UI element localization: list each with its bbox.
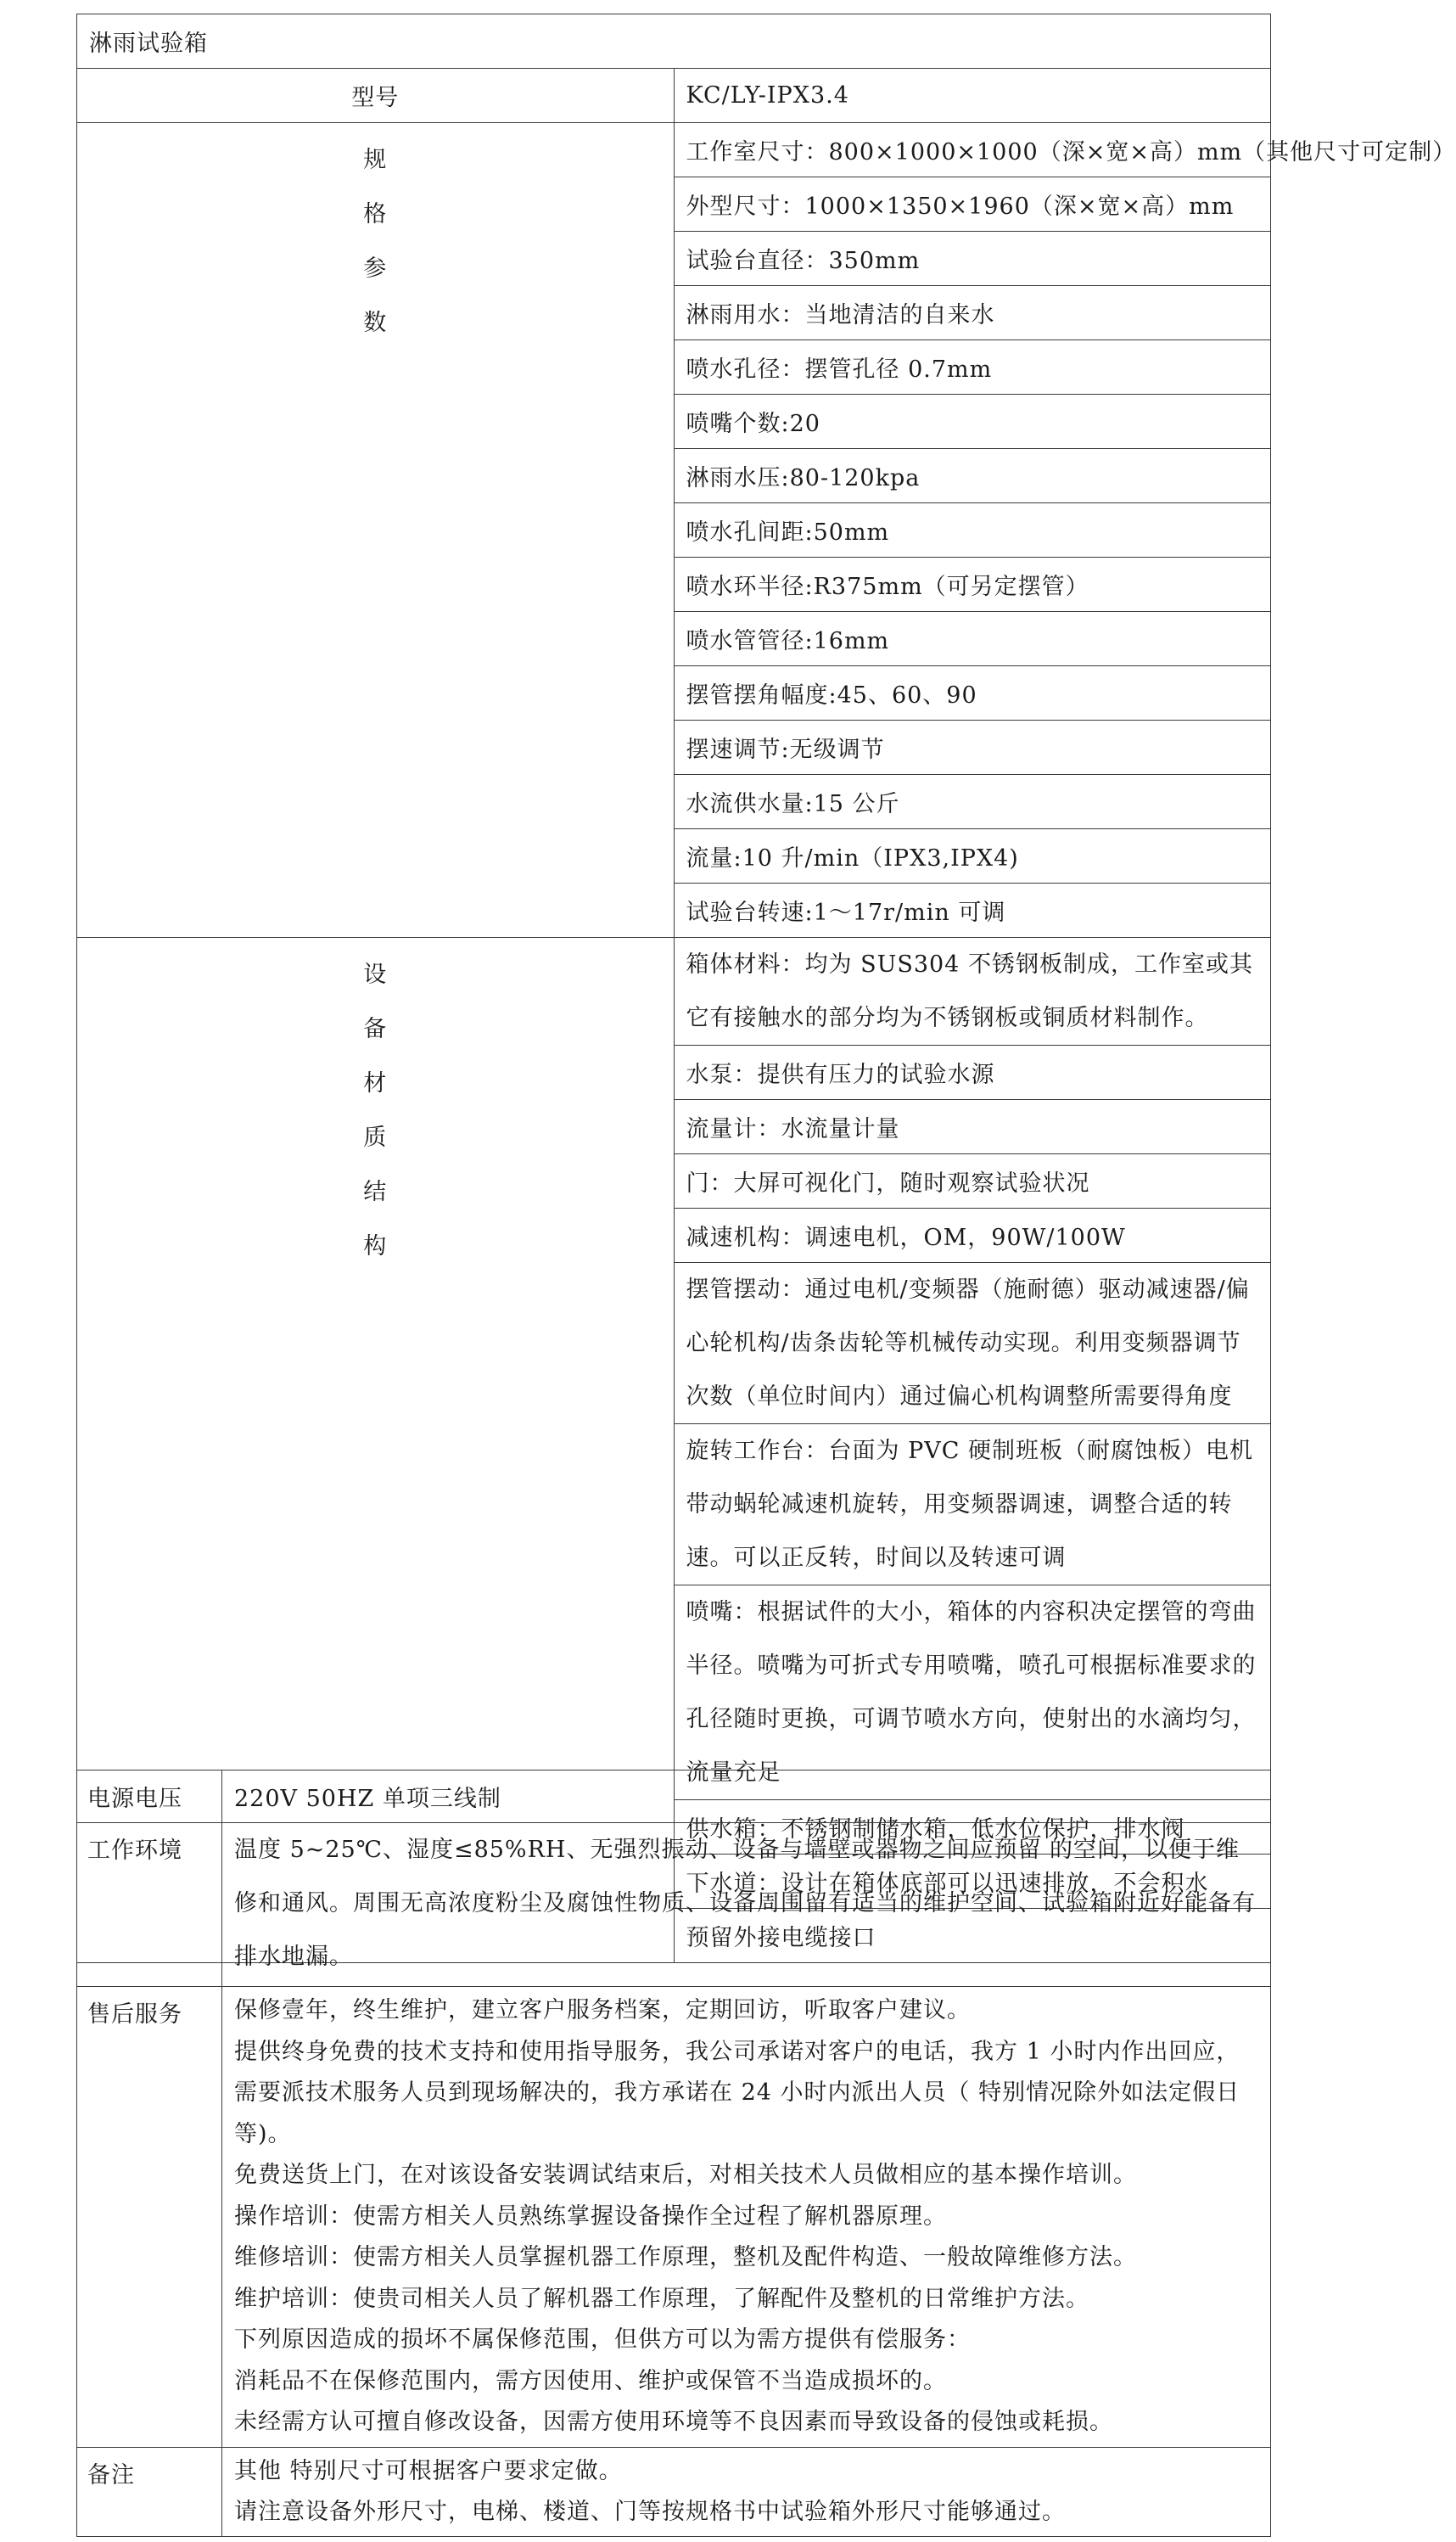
service-line: 免费送货上门，在对该设备安装调试结束后，对相关技术人员做相应的基本操作培训。 <box>234 2162 1137 2188</box>
service-line: 下列原因造成的损坏不属保修范围，但供方可以为需方提供有偿服务： <box>234 2326 971 2353</box>
structure-item: 门：大屏可视化门，随时观察试验状况 <box>674 1154 1271 1209</box>
service-line: 操作培训：使需方相关人员熟练掌握设备操作全过程了解机器原理。 <box>234 2203 947 2230</box>
structure-item: 喷嘴：根据试件的大小，箱体的内容积决定摆管的弯曲半径。喷嘴为可折式专用喷嘴，喷孔可根据标准要求的孔径随时更换，可调节喷水方向，使射出的水滴均匀，流量充足 <box>674 1585 1271 1800</box>
spec-item: 喷水管管径:16mm <box>674 612 1271 666</box>
service-line: 消耗品不在保修范围内，需方因使用、维护或保管不当造成损坏的。 <box>234 2367 947 2394</box>
spec-item: 工作室尺寸：800×1000×1000（深×宽×高）mm（其他尺寸可定制） <box>674 123 1271 177</box>
structure-item: 摆管摆动：通过电机/变频器（施耐德）驱动减速器/偏心轮机构/齿条齿轮等机械传动实现。利用变频器调节次数（单位时间内）通过偏心机构调整所需要得角度 <box>674 1263 1271 1424</box>
spec-item: 流量:10 升/min（IPX3,IPX4) <box>674 829 1271 884</box>
specs-label-char: 格 <box>363 201 388 227</box>
power-label: 电源电压 <box>77 1770 222 1823</box>
service-line: 保修壹年，终生维护，建立客户服务档案，定期回访，听取客户建议。 <box>234 1997 971 2023</box>
model-row <box>77 69 1271 123</box>
structure-item: 下水道：设计在箱体底部可以迅速排放，不会积水 <box>674 1855 1271 1909</box>
structure-label-char: 设 <box>363 962 388 988</box>
spec-item: 试验台直径：350mm <box>674 232 1271 286</box>
power-value: 220V 50HZ 单项三线制 <box>222 1770 1271 1823</box>
spec-item: 试验台转速:1～17r/min 可调 <box>674 884 1271 938</box>
structure-label-char: 结 <box>363 1179 388 1205</box>
title-row <box>77 14 1271 69</box>
spec-item: 淋雨用水：当地清洁的自来水 <box>674 286 1271 340</box>
spec-item: 外型尺寸：1000×1350×1960（深×宽×高）mm <box>674 177 1271 232</box>
notes-line: 其他 特别尺寸可根据客户要求定做。 <box>234 2457 623 2484</box>
model-value: KC/LY-IPX3.4 <box>674 69 1271 123</box>
structure-row <box>77 938 1271 1046</box>
notes-line: 请注意设备外形尺寸，电梯、楼道、门等按规格书中试验箱外形尺寸能够通过。 <box>234 2498 1066 2525</box>
service-line: 维修培训：使需方相关人员掌握机器工作原理，整机及配件构造、一般故障维修方法。 <box>234 2244 1137 2270</box>
structure-label-char: 构 <box>363 1233 388 1260</box>
power-row <box>77 1770 1271 1823</box>
spec-item: 喷嘴个数:20 <box>674 395 1271 449</box>
service-table <box>76 1770 1271 2537</box>
table-title: 淋雨试验箱 <box>77 14 1271 69</box>
spec-item: 喷水孔径：摆管孔径 0.7mm <box>674 340 1271 395</box>
service-label: 售后服务 <box>77 1987 222 2448</box>
notes-content <box>222 2447 1271 2536</box>
spec-item: 摆速调节:无级调节 <box>674 721 1271 775</box>
spec-item: 摆管摆角幅度:45、60、90 <box>674 666 1271 721</box>
structure-item: 流量计：水流量计量 <box>674 1100 1271 1154</box>
service-line: 提供终身免费的技术支持和使用指导服务，我公司承诺对客户的电话，我方 1 小时内作出回应，需要派技术服务人员到现场解决的，我方承诺在 24 小时内派出人员（ 特别情况除外如法定假日等)。 <box>234 2038 1240 2147</box>
notes-row <box>77 2447 1271 2536</box>
environment-value: 温度 5~25℃、湿度≤85%RH、无强烈振动、设备与墙壁或器物之间应预留 的空间，以便于维修和通风。周围无高浓度粉尘及腐蚀性物质、设备周围留有适当的维护空间、试验箱附近好能备有排水地漏。 <box>222 1823 1271 1987</box>
structure-item: 箱体材料：均为 SUS304 不锈钢板制成，工作室或其它有接触水的部分均为不锈钢板或铜质材料制作。 <box>674 938 1271 1046</box>
spec-item: 喷水孔间距:50mm <box>674 503 1271 558</box>
structure-label-char: 质 <box>363 1125 388 1151</box>
specs-label-char: 数 <box>363 310 388 336</box>
structure-item: 水泵：提供有压力的试验水源 <box>674 1046 1271 1100</box>
service-row <box>77 1987 1271 2448</box>
structure-label-char: 备 <box>363 1016 388 1042</box>
structure-item: 减速机构：调速电机，OM，90W/100W <box>674 1209 1271 1263</box>
structure-item: 供水箱：不锈钢制储水箱，低水位保护，排水阀 <box>674 1800 1271 1855</box>
spec-item: 淋雨水压:80-120kpa <box>674 449 1271 503</box>
structure-item: 预留外接电缆接口 <box>674 1909 1271 1963</box>
spec-item: 喷水环半径:R375mm（可另定摆管） <box>674 558 1271 612</box>
spec-item: 水流供水量:15 公斤 <box>674 775 1271 829</box>
specs-label <box>77 123 675 938</box>
spec-row <box>77 123 1271 177</box>
service-line: 未经需方认可擅自修改设备，因需方使用环境等不良因素而导致设备的侵蚀或耗损。 <box>234 2409 1113 2435</box>
spec-table <box>76 14 1456 1963</box>
notes-label: 备注 <box>77 2447 222 2536</box>
structure-item: 旋转工作台：台面为 PVC 硬制班板（耐腐蚀板）电机带动蜗轮减速机旋转，用变频器调速，调整合适的转速。可以正反转，时间以及转速可调 <box>674 1424 1271 1585</box>
model-label: 型号 <box>77 69 675 123</box>
specs-label-char: 参 <box>363 255 388 282</box>
environment-row <box>77 1823 1271 1987</box>
specs-label-char: 规 <box>363 147 388 173</box>
environment-label: 工作环境 <box>77 1823 222 1987</box>
service-content <box>222 1987 1271 2448</box>
structure-label-char: 材 <box>363 1070 388 1097</box>
service-line: 维护培训：使贵司相关人员了解机器工作原理，了解配件及整机的日常维护方法。 <box>234 2285 1089 2312</box>
